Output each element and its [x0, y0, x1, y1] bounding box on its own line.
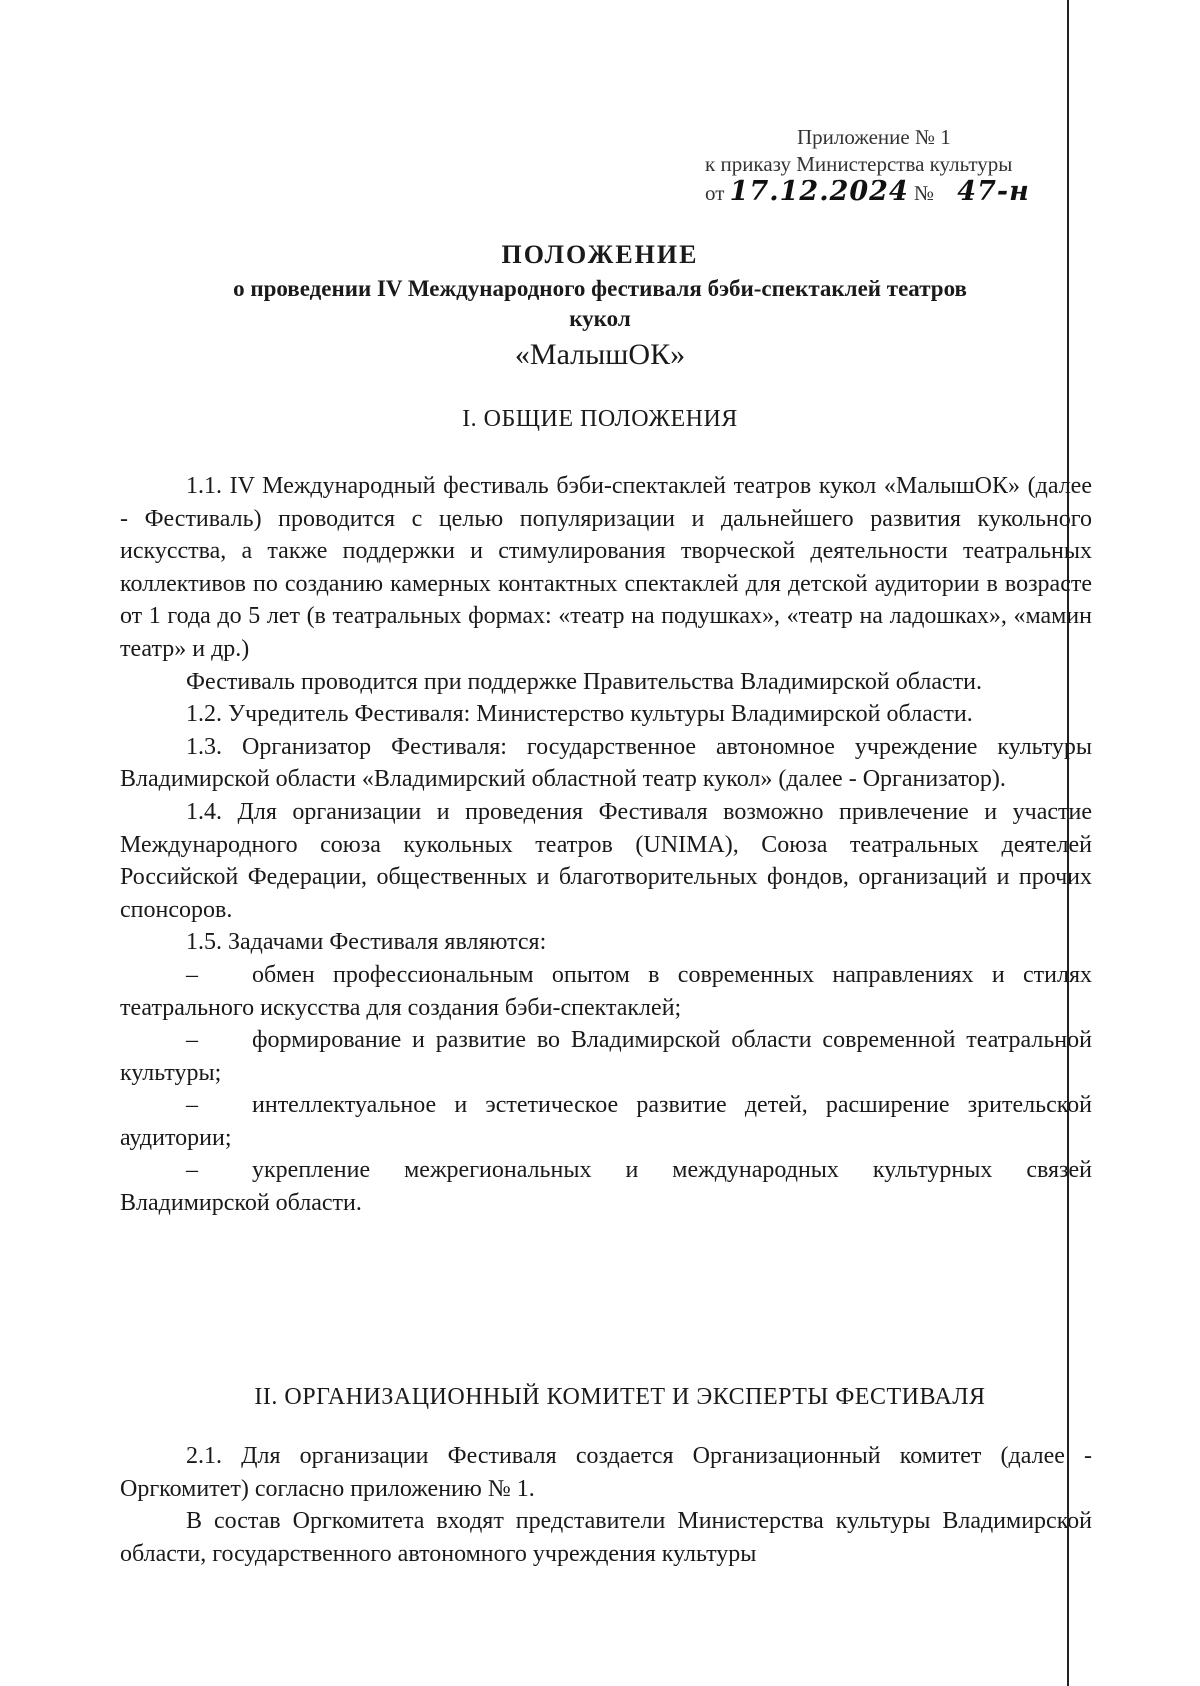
task-text: интеллектуальное и эстетическое развитие детей, расширение зрительской аудитории; — [120, 1092, 1092, 1151]
task-text: формирование и развитие во Владимирской области современной театральной культуры; — [120, 1027, 1092, 1086]
task-item — [120, 959, 1092, 1024]
paragraph-1-2: 1.2. Учредитель Фестиваля: Министерство культуры Владимирской области. — [186, 701, 973, 728]
handwritten-date: 17.12.2024 — [729, 176, 909, 207]
section-heading-general: I. ОБЩИЕ ПОЛОЖЕНИЯ — [462, 406, 738, 432]
number-sign: № — [914, 181, 935, 205]
appendix-order-ref: к приказу Министерства культуры — [705, 152, 1013, 176]
task-text: укрепление межрегиональных и международных культурных связей Владимирской области. — [120, 1157, 1092, 1217]
appendix-date-prefix: от — [705, 181, 725, 205]
appendix-date-line — [705, 178, 1065, 207]
festival-name: «МалышОК» — [514, 338, 686, 371]
section-general-body — [120, 470, 1092, 1220]
section-committee-body — [120, 1440, 1092, 1570]
appendix-block — [705, 124, 1065, 207]
document-subtitle-line1: о проведении IV Международного фестиваля бэби-спектаклей театров — [233, 276, 967, 301]
dash-mark: – — [186, 1157, 198, 1184]
document-title: ПОЛОЖЕНИЕ — [501, 240, 699, 269]
paragraph-2-1-composition: В состав Оргкомитета входят представители Министерства культуры Владимирской области, государственного автономного учреждения культуры — [120, 1508, 1092, 1567]
section-heading-committee: II. ОРГАНИЗАЦИОННЫЙ КОМИТЕТ И ЭКСПЕРТЫ ФЕСТИВАЛЯ — [254, 1384, 986, 1410]
dash-mark: – — [186, 1027, 198, 1054]
task-item — [120, 1089, 1092, 1154]
dash-mark: – — [186, 1092, 198, 1119]
dash-mark: – — [186, 961, 198, 988]
task-item — [120, 1154, 1092, 1219]
paragraph-1-5: 1.5. Задачами Фестиваля являются: — [186, 929, 547, 956]
handwritten-number: 47-н — [957, 176, 1030, 207]
paragraph-2-1: 2.1. Для организации Фестиваля создается Организационный комитет (далее - Оргкомитет) согласно приложению № 1. — [120, 1443, 1092, 1502]
paragraph-1-1-support: Фестиваль проводится при поддержке Правительства Владимирской области. — [186, 668, 982, 695]
task-text: обмен профессиональным опытом в современных направлениях и стилях театрального искусства для создания бэби-спектаклей; — [120, 961, 1092, 1021]
document-subtitle-line2: кукол — [569, 306, 631, 331]
paragraph-1-1: 1.1. IV Международный фестиваль бэби-спектаклей театров кукол «МалышОК» (далее - Фестиваль) проводится с целью популяризации и дальнейшего развития кукольного искусства, а также поддержки и стимулирования творческой деятельности театральных коллективов по созданию камерных контактных спектаклей для детской аудитории в возрасте от 1 года до 5 лет (в театральных формах: «театр на подушках», «театр на ладошках», «мамин театр» и др.) — [120, 473, 1092, 662]
appendix-title: Приложение № 1 — [797, 125, 951, 149]
paragraph-1-4: 1.4. Для организации и проведения Фестиваля возможно привлечение и участие Международного союза кукольных театров (UNIMA), Союза театральных деятелей Российской Федерации, общественных и благотворительных фондов, организаций и прочих спонсоров. — [120, 798, 1092, 923]
task-item — [120, 1024, 1092, 1089]
paragraph-1-3: 1.3. Организатор Фестиваля: государственное автономное учреждение культуры Владимирской области «Владимирский областной театр кукол» (далее - Организатор). — [120, 733, 1092, 793]
